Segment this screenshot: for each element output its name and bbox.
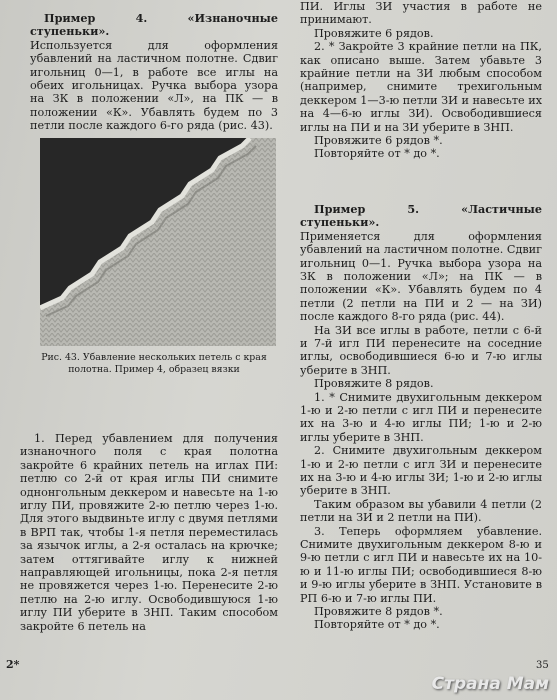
knit-sample-image — [40, 138, 276, 346]
right-para-11: Таким образом вы убавили 4 петли (2 петли на ЗИ и 2 петли на ПИ). — [300, 497, 542, 525]
right-para-10: 2. Снимите двухигольным деккером 1-ю и 2-ю петли с игл ЗИ и перенесите их на 3-ю и 4-ю иглы ЗИ; 1-ю и 2-ю иглы уберите в ЗНП. — [300, 444, 542, 498]
right-para-7: На ЗИ все иглы в работе, петли с 6-й и 7-й игл ПИ перенесите на соседние иглы, освободившиеся 6-ю и 7-ю иглы уберите в ЗНП. — [300, 323, 542, 377]
figure-43-caption: Рис. 43. Убавление нескольких петель с края полотна. Пример 4, образец вязки — [41, 352, 267, 375]
example-5-heading: Пример 5. «Ластичные ступеньки». — [300, 201, 542, 230]
knit-sample-photo — [40, 138, 276, 346]
right-para-14: Повторяйте от * до *. — [314, 618, 440, 632]
right-para-1: Провяжите 6 рядов. — [314, 26, 434, 40]
right-para-0: ПИ. Иглы ЗИ участия в работе не принимают. — [300, 0, 542, 27]
right-para-4: Повторяйте от * до *. — [314, 147, 440, 161]
right-para-9: 1. * Снимите двухигольным деккером 1-ю и 2-ю петли с игл ПИ и перенесите их на 3-ю и 4-ю иглы ПИ; 1-ю и 2-ю иглы уберите в ЗНП. — [300, 390, 542, 444]
signature-mark: 2* — [6, 658, 20, 671]
right-column — [300, 0, 542, 632]
right-para-12: 3. Теперь оформляем убавление. Снимите двухигольным деккером 8-ю и 9-ю петли с игл ПИ и навесьте их на 10-ю и 11-ю иглы ПИ; освободившиеся 8-ю и 9-ю иглы уберите в ЗНП. Установите в РП 6-ю и 7-ю иглы ПИ. — [300, 524, 542, 605]
right-para-3: Провяжите 6 рядов *. — [314, 134, 443, 148]
page-number: 35 — [536, 660, 549, 671]
right-para-8: Провяжите 8 рядов. — [314, 377, 434, 391]
right-para-13: Провяжите 8 рядов *. — [314, 605, 443, 619]
left-column-bottom — [20, 432, 278, 633]
left-column-top — [30, 12, 278, 133]
right-para-6: Применяется для оформления убавлений на ластичном полотне. Сдвиг игольниц 0—1. Ручка выбора узора на ЗК в положении «Л»; на ПК — в положении «К». Убавлять будем по 4 петли (2 петли на ПИ и 2 — на ЗИ) после каждого 8-го ряда (рис. 44). — [300, 229, 542, 324]
watermark: Страна Мам — [431, 674, 549, 694]
example-4-heading: Пример 4. «Изнаночные ступеньки». — [30, 11, 278, 39]
step-1-paragraph: 1. Перед убавлением для получения изнаночного поля с края полотна закройте 6 крайних петель на иглах ПИ: петлю со 2-й от края иглы ПИ снимите однонгольным деккером и навесьте на 1-ю иглу ПИ, провяжите 2-ю петлю через 1-ю. Для этого выдвиньте иглу с двумя петлями в ВРП так, чтобы 1-я петля переместилась за язычок иглы, а 2-я осталась на крючке; затем оттягивайте иглу к нижней направляющей игольницы, пока 2-я петля не провяжется через 1-ю. Перенесите 2-ю петлю на 2-ю иглу. Освободившуюся 1-ю иглу ПИ уберите в ЗНП. Таким способом закройте 6 петель на — [20, 432, 278, 633]
example-4-intro: Используется для оформления убавлений на ластичном полотне. Сдвиг игольниц 0—1, в работе все иглы на обеих игольницах. Ручка выбора узора на ЗК в положении «Л», на ПК — в положении «К». Убавлять будем по 3 петли после каждого 6-го ряда (рис. 43). — [30, 38, 278, 133]
right-para-2: 2. * Закройте 3 крайние петли на ПК, как описано выше. Затем убавьте 3 крайние петли на ЗИ любым способом (например, снимите трехигольным деккером 1—3-ю петли ЗИ и навесьте их на 4—6-ю иглы ЗИ). Освободившиеся иглы на ПИ и на ЗИ уберите в ЗНП. — [300, 40, 542, 134]
